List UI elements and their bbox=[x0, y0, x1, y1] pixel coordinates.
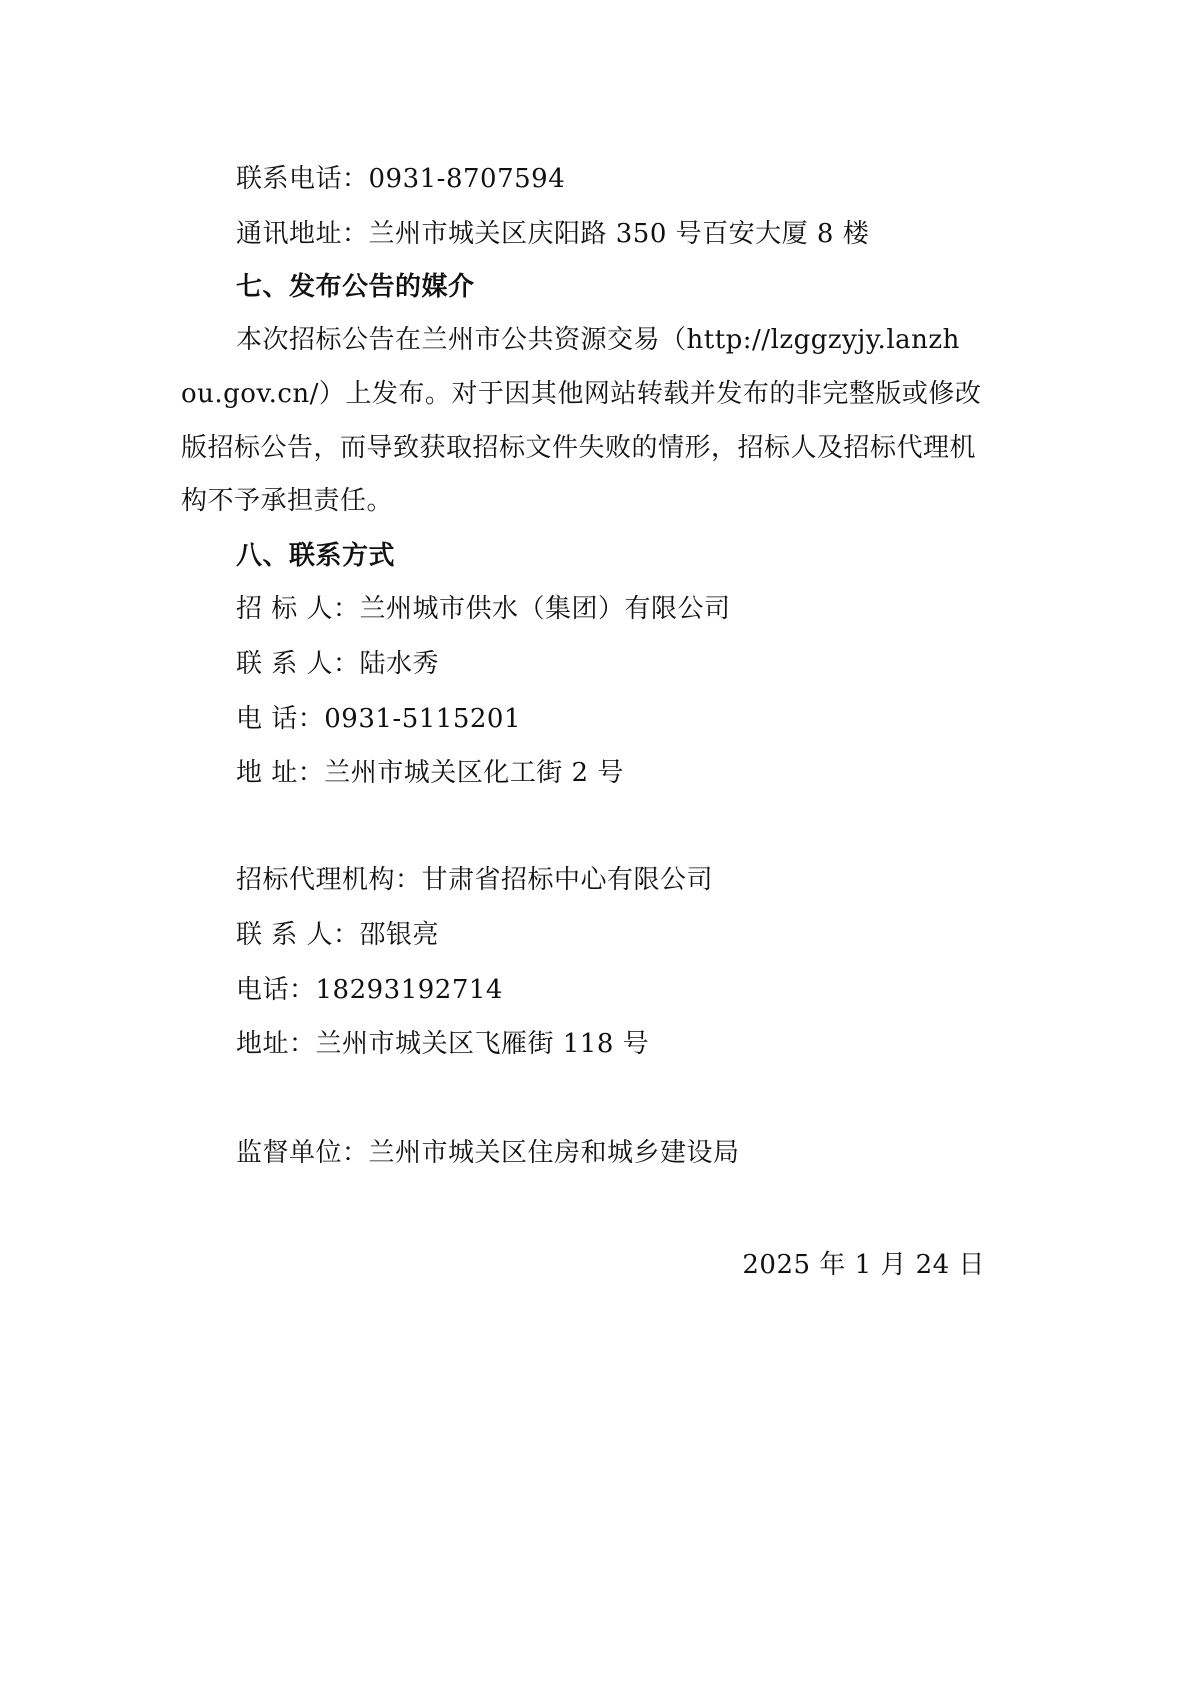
contact-phone: 联系电话：0931-8707594 bbox=[236, 164, 566, 194]
supervisor: 监督单位：兰州市城关区住房和城乡建设局 bbox=[236, 1138, 740, 1168]
tenderer-address: 地 址：兰州市城关区化工街 2 号 bbox=[236, 758, 624, 788]
document-date: 2025 年 1 月 24 日 bbox=[742, 1250, 985, 1280]
agency-contact: 联 系 人：邵银亮 bbox=[236, 920, 440, 950]
tenderer-contact: 联 系 人：陆水秀 bbox=[236, 649, 440, 679]
section-7-paragraph-line-4: 构不予承担责任。 bbox=[181, 486, 394, 516]
agency-name: 招标代理机构：甘肃省招标中心有限公司 bbox=[236, 865, 714, 895]
contact-address: 通讯地址：兰州市城关区庆阳路 350 号百安大厦 8 楼 bbox=[236, 219, 870, 249]
section-7-heading: 七、发布公告的媒介 bbox=[236, 272, 475, 302]
section-7-paragraph-line-3: 版招标公告，而导致获取招标文件失败的情形，招标人及招标代理机 bbox=[181, 433, 977, 463]
section-7-paragraph-line-2: ou.gov.cn/）上发布。对于因其他网站转载并发布的非完整版或修改 bbox=[181, 379, 982, 409]
section-8-heading: 八、联系方式 bbox=[236, 541, 396, 571]
agency-address: 地址：兰州市城关区飞雁街 118 号 bbox=[236, 1029, 650, 1059]
tenderer-name: 招 标 人：兰州城市供水（集团）有限公司 bbox=[236, 594, 731, 624]
agency-phone: 电话：18293192714 bbox=[236, 975, 503, 1005]
tenderer-phone: 电 话：0931-5115201 bbox=[236, 704, 522, 734]
section-7-paragraph-line-1: 本次招标公告在兰州市公共资源交易（http://lzggzyjy.lanzh bbox=[236, 325, 960, 355]
